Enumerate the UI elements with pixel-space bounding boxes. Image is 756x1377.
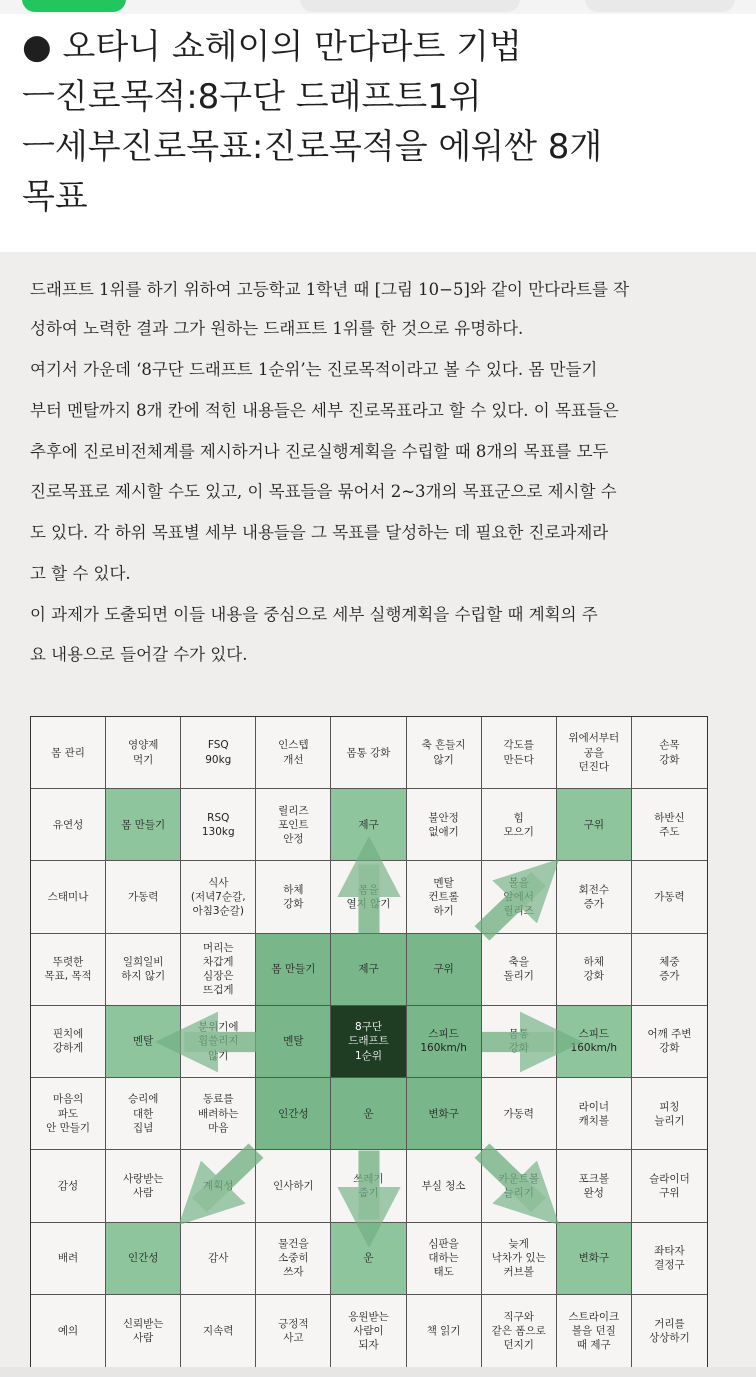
grid-cell: 일희일비 하지 않기	[106, 934, 181, 1006]
grid-cell: 카운트볼 늘리기	[482, 1150, 557, 1222]
grid-cell: 식사 (저녁7순갈, 아침3순갈)	[181, 861, 256, 933]
grid-cell: 각도를 만든다	[482, 717, 557, 789]
grid-cell: 포크볼 완성	[557, 1150, 632, 1222]
grid-cell: 핀치에 강하게	[31, 1006, 106, 1078]
grid-cell: 체중 증가	[632, 934, 707, 1006]
book-line: 고 할 수 있다.	[30, 564, 131, 583]
grid-cell: 가동력	[106, 861, 181, 933]
book-line: 여기서 가운데 ‘8구단 드래프트 1순위’는 진로목적이라고 볼 수 있다. 몸 만들기	[30, 360, 598, 379]
grid-cell: 배려	[31, 1223, 106, 1295]
grid-cell: 스트라이크 볼을 던질 때 제구	[557, 1295, 632, 1367]
grid-cell: 몸 관리	[31, 717, 106, 789]
bottom-strip	[0, 1367, 756, 1377]
grid-cell: 인스텝 개선	[256, 717, 331, 789]
book-line: 부터 멘탈까지 8개 칸에 적힌 내용들은 세부 진로목표라고 할 수 있다. 이 목표들은	[30, 401, 619, 420]
grid-cell: 슬라이더 구위	[632, 1150, 707, 1222]
grid-cell-subgoal: 멘탈	[106, 1006, 181, 1078]
grid-cell: FSQ 90kg	[181, 717, 256, 789]
grid-cell-subgoal: 인간성	[256, 1078, 331, 1150]
browser-top-strip	[0, 0, 756, 14]
grid-cell-subgoal: 몸 만들기	[106, 789, 181, 861]
grid-cell: 손목 강화	[632, 717, 707, 789]
grid-cell-subgoal: 스피드 160km/h	[407, 1006, 482, 1078]
grid-cell: 동료를 배려하는 마음	[181, 1078, 256, 1150]
grid-cell: 영양제 먹기	[106, 717, 181, 789]
book-line: 진로목표로 제시할 수도 있고, 이 목표들을 묶어서 2~3개의 목표군으로 제시할 수	[30, 482, 617, 501]
note-line-goal: ㅡ진로목적:8구단 드래프트1위	[22, 77, 482, 117]
grid-cell: 뚜렷한 목표, 목적	[31, 934, 106, 1006]
grid-cell: 몸을 열지 않기	[331, 861, 406, 933]
grid-cell: 직구와 같은 폼으로 던지기	[482, 1295, 557, 1367]
book-line: 도 있다. 각 하위 목표별 세부 내용들을 그 목표를 달성하는 데 필요한 진로과제라	[30, 523, 609, 542]
grid-cell: 볼을 앞에서 릴리즈	[482, 861, 557, 933]
tab-pill[interactable]	[300, 0, 520, 12]
grid-cell-subgoal: 운	[331, 1223, 406, 1295]
grid-cell: 신뢰받는 사람	[106, 1295, 181, 1367]
grid-cell: 유연성	[31, 789, 106, 861]
grid-cell: 물건을 소중히 쓰자	[256, 1223, 331, 1295]
grid-cell: 몸통 강화	[482, 1006, 557, 1078]
grid-cell-subgoal: 제구	[331, 934, 406, 1006]
grid-cell-subgoal: 구위	[557, 789, 632, 861]
grid-cell: 회전수 증가	[557, 861, 632, 933]
grid-cell: 가동력	[632, 861, 707, 933]
grid-cell: 가동력	[482, 1078, 557, 1150]
grid-cell: 하체 강화	[557, 934, 632, 1006]
book-line: 성하여 노력한 결과 그가 원하는 드래프트 1위를 한 것으로 유명하다.	[30, 319, 524, 338]
grid-cell: 지속력	[181, 1295, 256, 1367]
book-line: 드래프트 1위를 하기 위하여 고등학교 1학년 때 [그림 10−5]와 같이 만다라트를 작	[30, 280, 630, 299]
grid-cell: 늦게 낙차가 있는 커브볼	[482, 1223, 557, 1295]
grid-cell: 릴리즈 포인트 안정	[256, 789, 331, 861]
grid-cell-subgoal: 변화구	[557, 1223, 632, 1295]
grid-cell: 하체 강화	[256, 861, 331, 933]
grid-cell: 스태미나	[31, 861, 106, 933]
note-text-block	[0, 14, 756, 252]
grid-cell: 책 읽기	[407, 1295, 482, 1367]
grid-cell-subgoal: 몸 만들기	[256, 934, 331, 1006]
grid-cell: 피칭 늘리기	[632, 1078, 707, 1150]
grid-cell-center-goal: 8구단 드래프트 1순위	[331, 1006, 406, 1078]
grid-cell: 마음의 파도 안 만들기	[31, 1078, 106, 1150]
grid-cell: 거리를 상상하기	[649, 1317, 690, 1344]
grid-cell: 감사	[181, 1223, 256, 1295]
grid-cell-subgoal: 멘탈	[256, 1006, 331, 1078]
grid-cell: 불안정 없애기	[407, 789, 482, 861]
grid-cell-subgoal: 변화구	[407, 1078, 482, 1150]
active-tab-pill[interactable]	[22, 0, 126, 12]
grid-cell: 감성	[31, 1150, 106, 1222]
grid-cell: 계획성	[181, 1150, 256, 1222]
book-line: 이 과제가 도출되면 이들 내용을 중심으로 세부 실행계획을 수립할 때 계획의 주	[30, 605, 598, 624]
grid-cell: 예의	[31, 1295, 106, 1367]
grid-cell: 어깨 주변 강화	[632, 1006, 707, 1078]
grid-cell-subgoal: 제구	[331, 789, 406, 861]
book-line: 추후에 진로비전체계를 제시하거나 진로실행계획을 수립할 때 8개의 목표를 모두	[30, 442, 609, 461]
note-line-title: ● 오타니 쇼헤이의 만다라트 기법	[22, 27, 522, 67]
grid-cell: 몸통 강화	[331, 717, 406, 789]
grid-cell: 쓰레기 줍기	[331, 1150, 406, 1222]
tab-pill[interactable]	[585, 0, 735, 12]
mandalart-grid	[30, 716, 708, 1368]
grid-cell: RSQ 130kg	[181, 789, 256, 861]
grid-cell: 하반신 주도	[632, 789, 707, 861]
grid-cell: 힘 모으기	[482, 789, 557, 861]
grid-cell: 부실 청소	[407, 1150, 482, 1222]
grid-cell: 축 흔들지 않기	[407, 717, 482, 789]
grid-cell: 승리에 대한 집념	[106, 1078, 181, 1150]
grid-cell: 축을 돌리기	[482, 934, 557, 1006]
grid-cell: 긍정적 사고	[256, 1295, 331, 1367]
grid-cell-subgoal: 스피드 160km/h	[557, 1006, 632, 1078]
grid-cell: 좌타자 결정구	[632, 1223, 707, 1295]
grid-cell: 응원받는 사람이 되자	[331, 1295, 406, 1367]
grid-cell: 멘탈 컨트롤 하기	[407, 861, 482, 933]
grid-cell: 분위기에 휩쓸리지 않기	[181, 1006, 256, 1078]
grid-cell: 인사하기	[256, 1150, 331, 1222]
grid-cell: 머리는 차갑게 심장은 뜨겁게	[181, 934, 256, 1006]
grid-cell-subgoal: 운	[331, 1078, 406, 1150]
book-line: 요 내용으로 들어갈 수가 있다.	[30, 645, 248, 664]
note-line-subgoal-cont: 목표	[22, 177, 88, 217]
grid-cell: 위에서부터 공을 던진다	[557, 717, 632, 789]
grid-cell: 사랑받는 사람	[106, 1150, 181, 1222]
grid-cell: 라이너 캐치볼	[557, 1078, 632, 1150]
note-line-subgoal: ㅡ세부진로목표:진로목적을 에워싼 8개	[22, 127, 603, 167]
grid-cell: 심판을 대하는 태도	[407, 1223, 482, 1295]
grid-cell-subgoal: 인간성	[106, 1223, 181, 1295]
grid-cell-subgoal: 구위	[407, 934, 482, 1006]
